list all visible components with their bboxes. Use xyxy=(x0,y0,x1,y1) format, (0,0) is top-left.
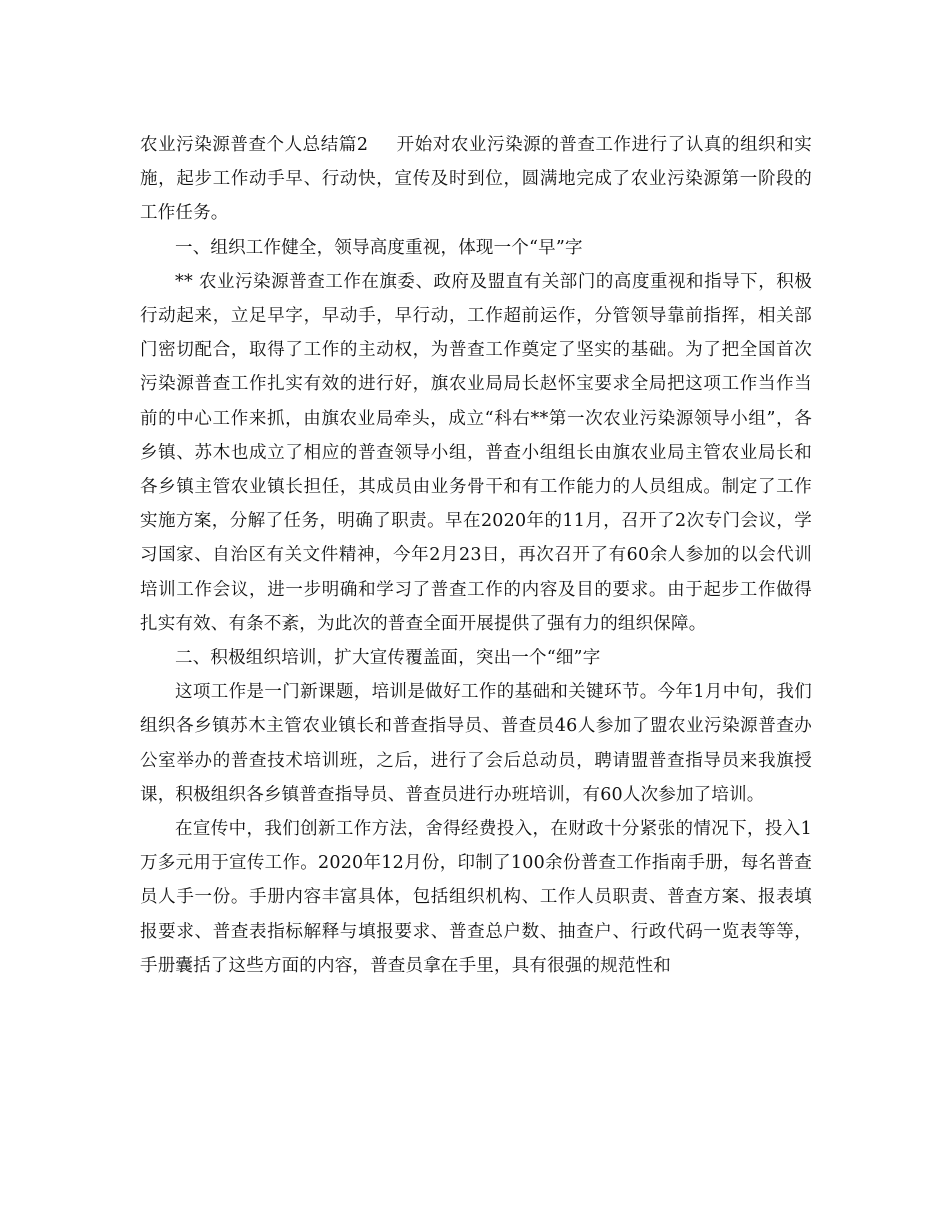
document-body xyxy=(140,128,812,983)
section2-body-paragraph-2: 在宣传中，我们创新工作方法，舍得经费投入，在财政十分紧张的情况下，投入1万多元用于宣传工作。2020年12月份，印制了100余份普查工作指南手册，每名普查员人手一份。手册内容丰富具体，包括组织机构、工作人员职责、普查方案、报表填报要求、普查表指标解释与填报要求、普查总户数、抽查户、行政代码一览表等等，手册囊括了这些方面的内容，普查员拿在手里，具有很强的规范性和 xyxy=(140,819,812,976)
section2-body-paragraph-1: 这项工作是一门新课题，培训是做好工作的基础和关键环节。今年1月中旬，我们组织各乡镇苏木主管农业镇长和普查指导员、普查员46人参加了盟农业污染源普查办公室举办的普查技术培训班，之后，进行了会后总动员，聘请盟普查指导员来我旗授课，积极组织各乡镇普查指导员、普查员进行办班培训，有60人次参加了培训。 xyxy=(140,682,812,805)
section2-heading: 二、积极组织培训，扩大宣传覆盖面，突出一个“细”字 xyxy=(175,648,601,669)
intro-text: 开始对农业污染源的普查工作进行了认真的组织和实施，起步工作动手早、行动快，宣传及时到位，圆满地完成了农业污染源第一阶段的工作任务。 xyxy=(140,135,812,224)
document-title: 农业污染源普查个人总结篇2 xyxy=(140,135,369,155)
section1-heading: 一、组织工作健全，领导高度重视，体现一个“早”字 xyxy=(175,237,583,258)
section1-body: ** 农业污染源普查工作在旗委、政府及盟直有关部门的高度重视和指导下，积极行动起来，立足早字，早动手，早行动，工作超前运作，分管领导靠前指挥，相关部门密切配合，取得了工作的主动权，为普查工作奠定了坚实的基础。为了把全国首次污染源普查工作扎实有效的进行好，旗农业局局长赵怀宝要求全局把这项工作当作当前的中心工作来抓，由旗农业局牵头，成立“科右**第一次农业污染源领导小组”，各乡镇、苏木也成立了相应的普查领导小组，普查小组组长由旗农业局主管农业局长和各乡镇主管农业镇长担任，其成员由业务骨干和有工作能力的人员组成。制定了工作实施方案，分解了任务，明确了职责。早在2020年的11月，召开了2次专门会议，学习国家、自治区有关文件精神，今年2月23日，再次召开了有60余人参加的以会代训培训工作会议，进一步明确和学习了普查工作的内容及目的要求。由于起步工作做得扎实有效、有条不紊，为此次的普查全面开展提供了强有力的组织保障。 xyxy=(140,271,812,634)
intro-paragraph xyxy=(140,128,812,231)
